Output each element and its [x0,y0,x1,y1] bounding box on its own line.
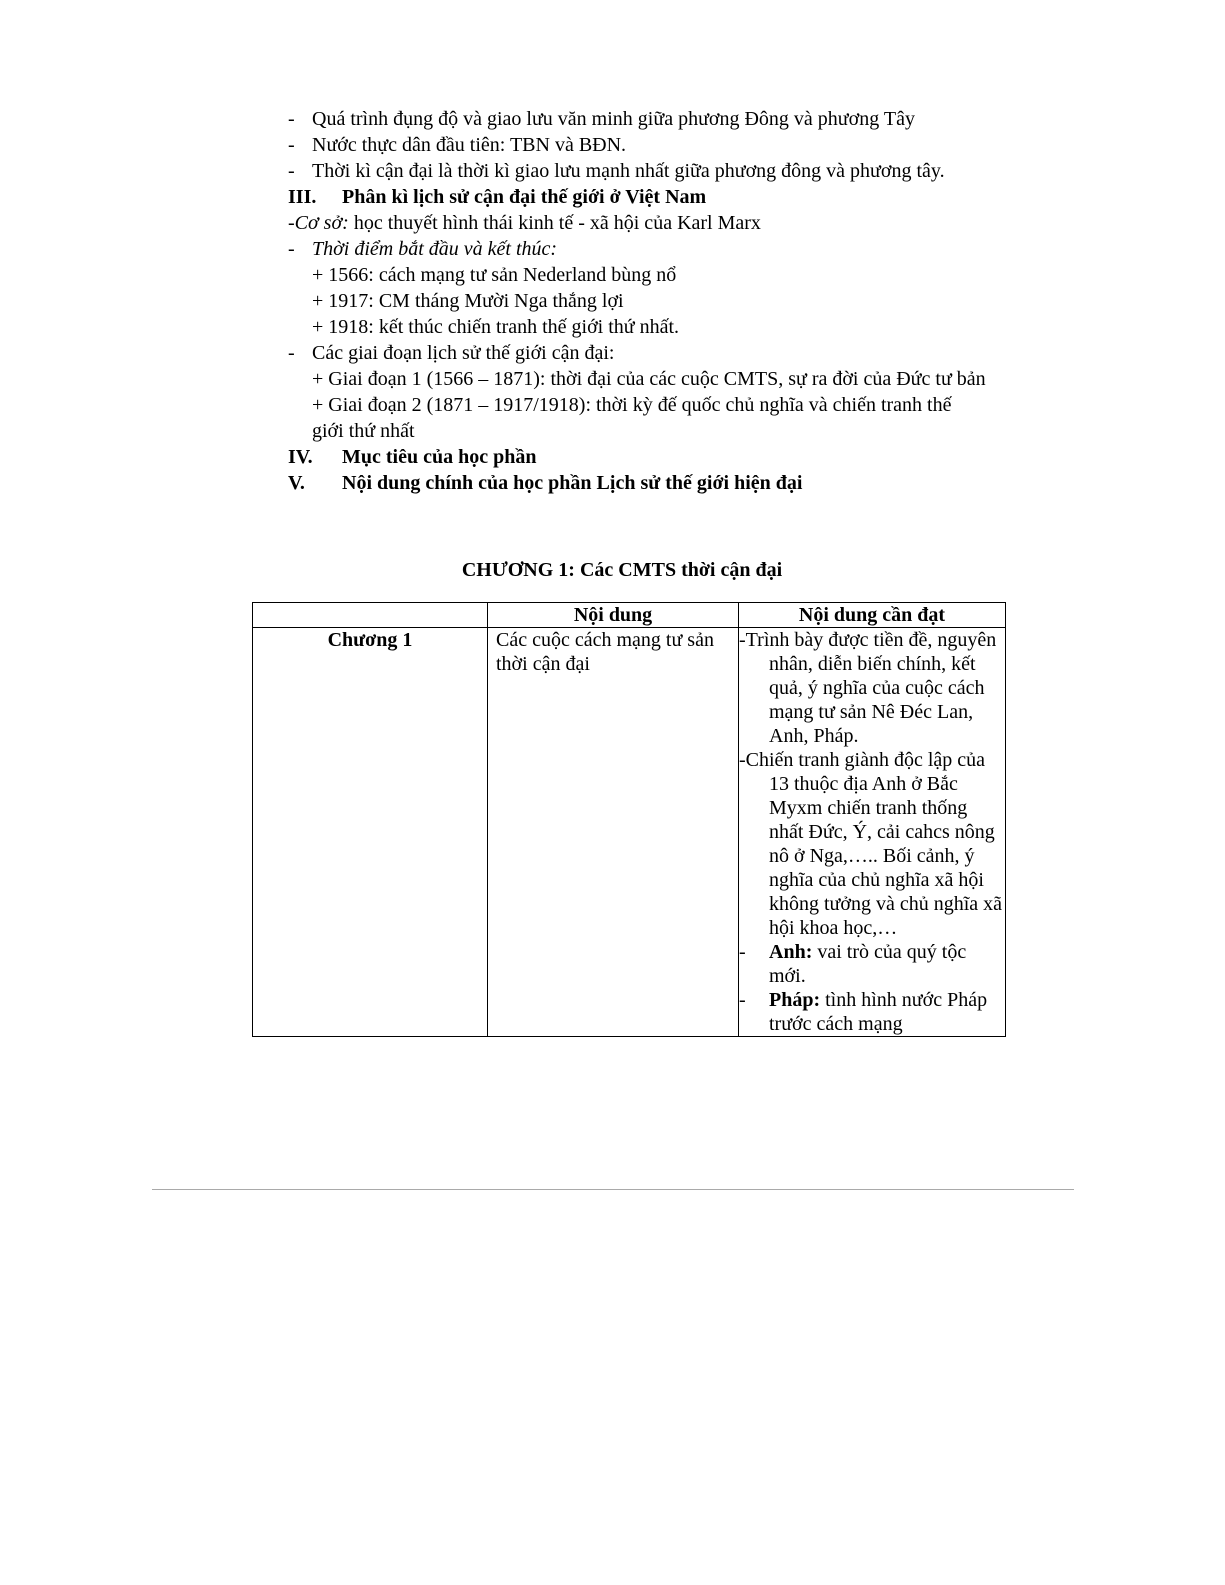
syllabus-table [252,602,1006,1037]
header-cell: Nội dung cần đạt [739,603,1006,628]
header-cell [253,603,488,628]
goal-detail: vai trò của quý tộc mới. [769,941,967,987]
section-number: IV. [288,446,313,468]
page-divider [152,1189,1074,1190]
goal-item [739,988,1005,1036]
sub-item: + 1918: kết thúc chiến tranh thế giới thứ nhất. [312,316,680,338]
basis-label: Cơ sở: [294,212,349,234]
basis-line [288,210,988,236]
chapter-title: CHƯƠNG 1: Các CMTS thời cận đại [461,559,783,581]
section-number: III. [288,186,317,208]
goal-item: -Trình bày được tiền đề, nguyên nhân, diễn biến chính, kết quả, ý nghĩa của cuộc cách mạng tư sản Nê Đéc Lan, Anh, Pháp. [739,629,997,747]
goal-text [769,988,1005,1036]
bullet-item [288,236,988,262]
section-heading [288,470,988,496]
goal-item [739,940,1005,988]
bullet-dash: - [739,989,746,1011]
goal-detail: tình hình nước Pháp trước cách mạng [769,989,988,1035]
bullet-item [288,106,988,132]
section-title: Mục tiêu của học phần [342,446,537,468]
document-body [288,106,988,496]
basis-text: học thuyết hình thái kinh tế - xã hội của Karl Marx [348,212,761,234]
section-title: Phân kì lịch sử cận đại thế giới ở Việt Nam [342,186,707,208]
bullet-dash: - [739,941,746,963]
bullet-item [288,340,988,366]
section-number: V. [288,472,305,494]
bullet-dash: - [288,238,295,260]
content-cell: Các cuộc cách mạng tư sản thời cận đại [488,628,739,1037]
section-heading [288,184,988,210]
goal-text [769,940,1005,988]
bullet-dash: - [288,134,295,156]
sub-item: + Giai đoạn 1 (1566 – 1871): thời đại của các cuộc CMTS, sự ra đời của Đức tư bản [312,368,986,390]
basis-prefix: - [288,212,295,234]
stages-label: Các giai đoạn lịch sử thế giới cận đại: [312,342,615,364]
sub-item: + 1566: cách mạng tư sản Nederland bùng nổ [312,264,677,286]
header-cell: Nội dung [488,603,739,628]
table-row [253,628,1006,1037]
bullet-item [288,132,988,158]
bullet-item [288,158,988,184]
goal-label: Anh: [769,941,813,963]
goal-item: -Chiến tranh giành độc lập của 13 thuộc địa Anh ở Bắc Myxm chiến tranh thống nhất Đức, Ý, cải cahcs nông nô ở Nga,….. Bối cảnh, ý nghĩa của chủ nghĩa xã hội không tưởng và chủ nghĩa xã hội khoa học,… [739,749,1003,939]
timing-label: Thời điểm bắt đầu và kết thúc: [312,238,558,260]
bullet-text: Nước thực dân đầu tiên: TBN và BĐN. [312,134,627,156]
goal-label: Pháp: [769,989,821,1011]
section-heading [288,444,988,470]
section-title: Nội dung chính của học phần Lịch sử thế giới hiện đại [342,472,803,494]
bullet-text: Thời kì cận đại là thời kì giao lưu mạnh nhất giữa phương đông và phương tây. [312,160,945,182]
bullet-dash: - [288,160,295,182]
table-header-row [253,603,1006,628]
bullet-dash: - [288,342,295,364]
sub-item: + Giai đoạn 2 (1871 – 1917/1918): thời kỳ đế quốc chủ nghĩa và chiến tranh thế giới thứ nhất [312,394,952,442]
bullet-text: Quá trình đụng độ và giao lưu văn minh giữa phương Đông và phương Tây [312,108,915,130]
chapter-cell: Chương 1 [253,628,488,1037]
sub-item: + 1917: CM tháng Mười Nga thắng lợi [312,290,624,312]
bullet-dash: - [288,108,295,130]
goals-cell [739,628,1006,1037]
